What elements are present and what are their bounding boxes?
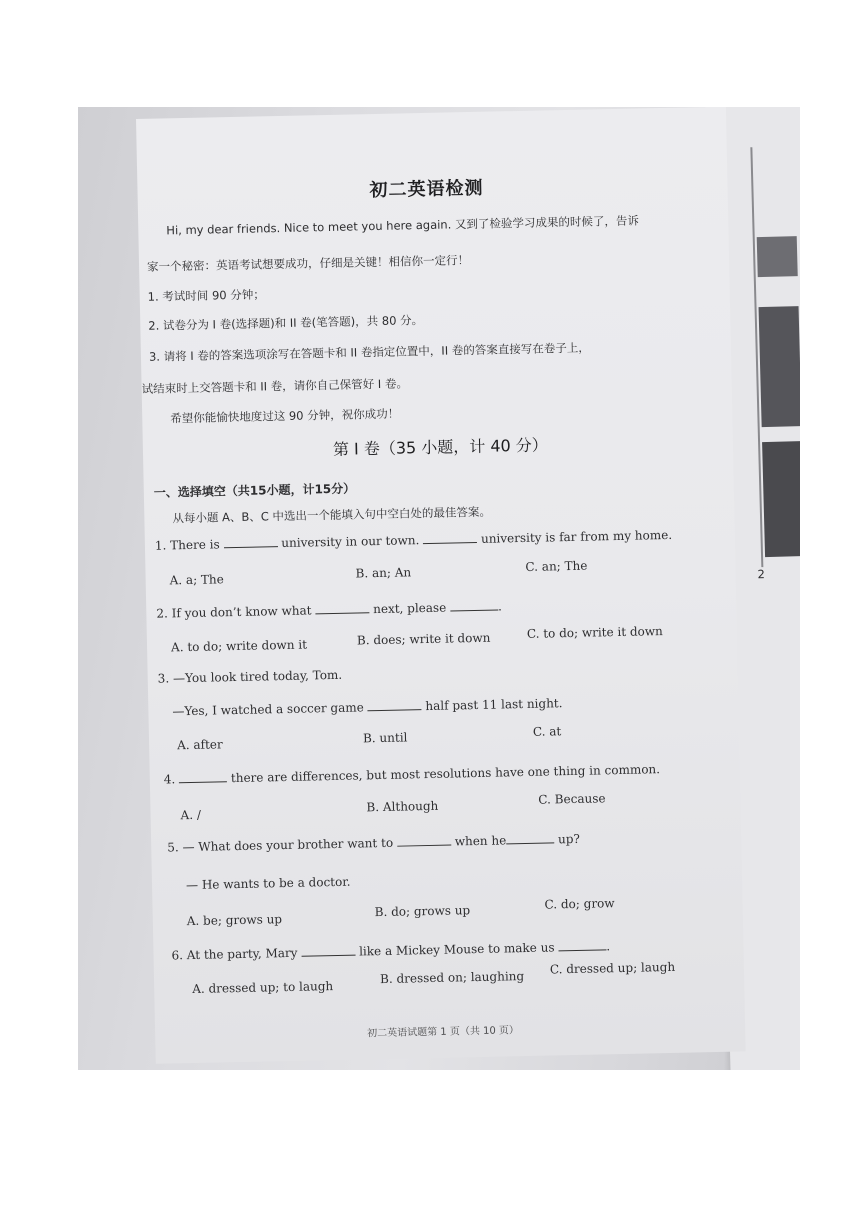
instruction: 从每小题 A、B、C 中选出一个能填入句中空白处的最佳答案。 (172, 504, 492, 526)
rule-2: 2. 试卷分为 I 卷(选择题)和 II 卷(笔答题)，共 80 分。 (148, 313, 424, 333)
rule-1: 1. 考试时间 90 分钟； (147, 287, 265, 304)
rule-3a: 3. 请将 I 卷的答案选项涂写在答题卡和 II 卷指定位置中，II 卷的答案直接写在卷子上， (148, 340, 590, 364)
q6-option-b: B. dressed on; laughing (379, 969, 525, 987)
q2-blank-2 (450, 600, 498, 612)
q6-option-a: A. dressed up; to laugh (192, 979, 334, 997)
q5-blank-1 (397, 835, 451, 847)
q1-text-b: university in our town. (281, 533, 420, 551)
q6-option-c: C. dressed up; laugh (549, 959, 676, 977)
adjacent-picture-1 (757, 236, 798, 277)
adjacent-page-fragment: 2 (757, 567, 766, 582)
q4-option-b: B. Although (366, 798, 439, 815)
q2-text-a: 2. If you don’t know what (156, 603, 312, 621)
wish-line: 希望你能愉快地度过这 90 分钟，祝你成功！ (170, 406, 400, 426)
q2-option-a: A. to do; write down it (170, 637, 308, 655)
q5-text-a: 5. — What does your brother want to (167, 835, 394, 855)
q1-option-c: C. an; The (525, 558, 588, 574)
q1-text-c: university is far from my home. (480, 527, 673, 546)
q5-text-c: up? (557, 831, 581, 847)
q1-text-a: 1. There is (154, 537, 220, 553)
q6-text-c: . (606, 939, 611, 954)
q3-option-b: B. until (362, 730, 408, 746)
q2-text-b: next, please (373, 600, 447, 617)
q2-option-c: C. to do; write it down (526, 624, 663, 641)
q3-text-b: half past 11 last night. (425, 696, 563, 714)
q1-blank-1 (223, 536, 277, 548)
section-title: 第 I 卷（35 小题，计 40 分） (332, 435, 548, 459)
q4-text-b: there are differences, but most resolutions have one thing in common. (230, 762, 661, 786)
exam-title: 初二英语检测 (369, 177, 484, 202)
q5-option-a: A. be; grows up (186, 912, 283, 929)
q3-blank-1 (367, 699, 421, 711)
q4-text-a: 4. (163, 772, 176, 787)
q2-option-b: B. does; write it down (356, 630, 491, 648)
question-1 (155, 528, 672, 553)
q6-text-a: 6. At the party, Mary (171, 945, 298, 963)
question-3-reply (172, 696, 562, 718)
intro-line-1: Hi, my dear friends. Nice to meet you here again. 又到了检验学习成果的时候了，告诉 (166, 213, 640, 238)
q1-option-a: A. a; The (169, 572, 224, 588)
q6-blank-2 (558, 939, 606, 951)
q3-text-a: —Yes, I watched a soccer game (172, 700, 364, 719)
page-footer: 初二英语试题第 1 页（共 10 页） (367, 1025, 520, 1040)
q1-blank-2 (423, 532, 477, 544)
question-2 (156, 599, 502, 620)
photo (78, 107, 800, 1070)
q5-text-b: when he (454, 833, 507, 849)
intro-line-2: 家一个秘密：英语考试想要成功，仔细是关键！相信你一定行！ (146, 253, 470, 274)
q5-option-b: B. do; grows up (374, 903, 471, 920)
q4-option-a: A. / (180, 807, 202, 823)
q3-option-a: A. after (176, 737, 223, 753)
q6-text-b: like a Mickey Mouse to make us (358, 940, 555, 959)
q6-blank-1 (301, 945, 355, 957)
q1-option-b: B. an; An (355, 565, 412, 581)
q3-option-c: C. at (532, 724, 562, 739)
q2-blank-1 (315, 602, 369, 614)
q2-text-c: . (497, 599, 503, 614)
q4-blank-1 (179, 771, 227, 783)
exam-sheet (136, 107, 746, 1064)
adjacent-picture-3 (762, 441, 800, 557)
question-6 (171, 939, 610, 962)
question-5 (167, 832, 580, 855)
question-4 (164, 762, 660, 786)
q4-option-c: C. Because (538, 791, 606, 807)
rule-3b: 试结束时上交答题卡和 II 卷，请你自己保管好 I 卷。 (141, 376, 409, 396)
question-5-reply: — He wants to be a doctor. (185, 874, 351, 893)
question-3: 3. —You look tired today, Tom. (157, 667, 343, 686)
adjacent-picture-2 (759, 306, 800, 427)
part-title: 一、选择填空（共15小题，计15分） (153, 481, 356, 500)
q5-blank-2 (506, 832, 554, 844)
q5-option-c: C. do; grow (544, 896, 615, 912)
